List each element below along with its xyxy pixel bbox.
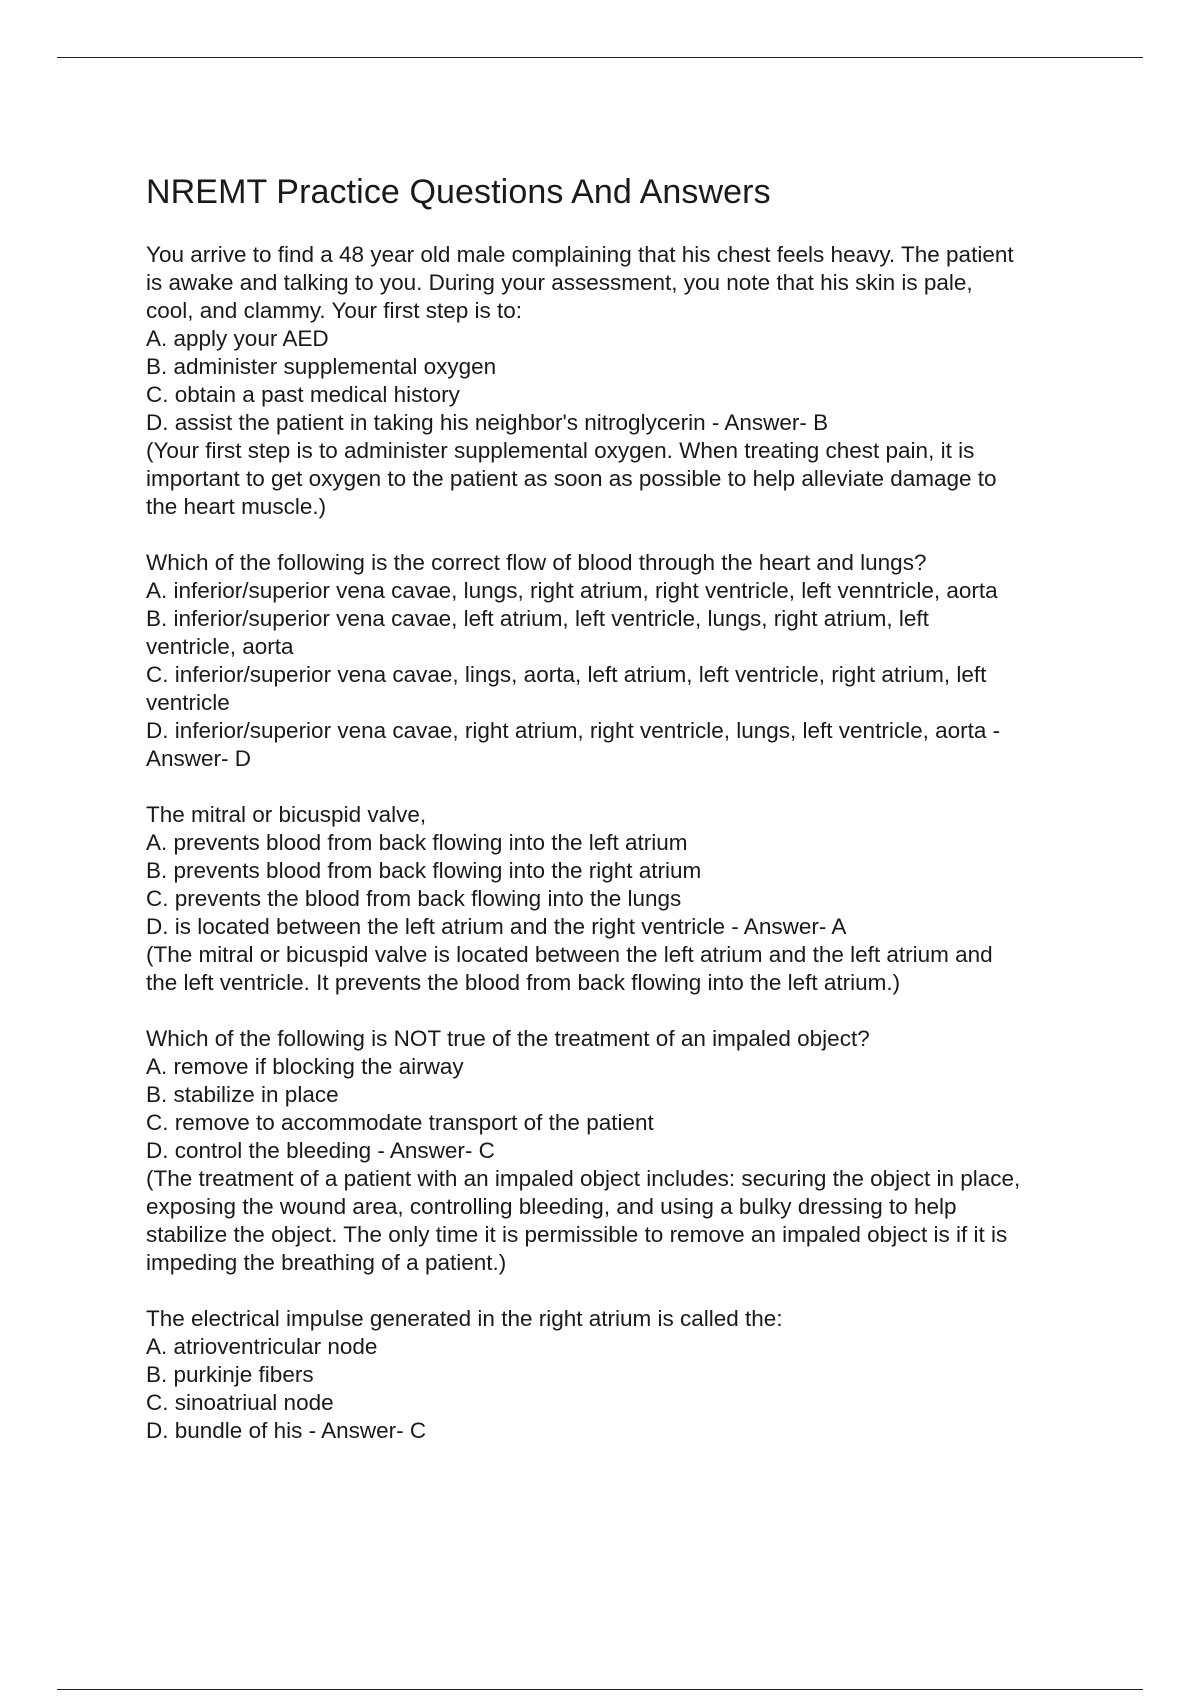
question-3-option-c: C. prevents the blood from back flowing into the lungs [146, 886, 682, 911]
question-1-option-b: B. administer supplemental oxygen [146, 354, 497, 379]
question-5-option-d-answer: D. bundle of his - Answer- C [146, 1418, 427, 1443]
question-1-line-3: cool, and clammy. Your first step is to: [146, 298, 522, 323]
question-1-option-d-answer: D. assist the patient in taking his neighbor's nitroglycerin - Answer- B [146, 410, 829, 435]
question-block-1 [146, 241, 1096, 521]
question-1-line-1: You arrive to find a 48 year old male complaining that his chest feels heavy. The patient [146, 242, 1014, 267]
question-4-explanation-line-1: (The treatment of a patient with an impaled object includes: securing the object in place, [146, 1166, 1021, 1191]
document-body [146, 170, 1096, 1473]
question-block-2 [146, 549, 1096, 773]
question-3-option-b: B. prevents blood from back flowing into the right atrium [146, 858, 702, 883]
question-block-5 [146, 1305, 1096, 1445]
question-3-explanation-line-2: the left ventricle. It prevents the blood from back flowing into the left atrium.) [146, 970, 901, 995]
question-2-option-a: A. inferior/superior vena cavae, lungs, right atrium, right ventricle, left venntricle, aorta [146, 578, 998, 603]
question-4-option-c: C. remove to accommodate transport of the patient [146, 1110, 654, 1135]
question-2-answer: Answer- D [146, 746, 252, 771]
question-block-3 [146, 801, 1096, 997]
question-4-option-d-answer: D. control the bleeding - Answer- C [146, 1138, 495, 1163]
question-block-4 [146, 1025, 1096, 1277]
question-4-explanation-line-2: exposing the wound area, controlling bleeding, and using a bulky dressing to help [146, 1194, 957, 1219]
question-2-line-1: Which of the following is the correct flow of blood through the heart and lungs? [146, 550, 927, 575]
question-2-option-b: B. inferior/superior vena cavae, left atrium, left ventricle, lungs, right atrium, left [146, 606, 929, 631]
question-1-explanation-line-2: important to get oxygen to the patient as soon as possible to help alleviate damage to [146, 466, 997, 491]
header-rule [57, 57, 1143, 58]
question-3-option-a: A. prevents blood from back flowing into the left atrium [146, 830, 688, 855]
question-1-explanation-line-3: the heart muscle.) [146, 494, 327, 519]
document-title: NREMT Practice Questions And Answers [146, 173, 771, 211]
question-3-line-1: The mitral or bicuspid valve, [146, 802, 427, 827]
question-1-option-c: C. obtain a past medical history [146, 382, 460, 407]
question-5-option-c: C. sinoatriual node [146, 1390, 334, 1415]
question-5-option-b: B. purkinje fibers [146, 1362, 314, 1387]
question-1-explanation-line-1: (Your first step is to administer supplemental oxygen. When treating chest pain, it is [146, 438, 975, 463]
question-2-option-b-cont: ventricle, aorta [146, 634, 294, 659]
question-4-explanation-line-4: impeding the breathing of a patient.) [146, 1250, 507, 1275]
question-4-line-1: Which of the following is NOT true of the treatment of an impaled object? [146, 1026, 870, 1051]
question-3-explanation-line-1: (The mitral or bicuspid valve is located between the left atrium and the left atrium and [146, 942, 993, 967]
question-5-option-a: A. atrioventricular node [146, 1334, 378, 1359]
question-4-option-a: A. remove if blocking the airway [146, 1054, 464, 1079]
question-4-option-b: B. stabilize in place [146, 1082, 339, 1107]
question-2-option-d: D. inferior/superior vena cavae, right atrium, right ventricle, lungs, left ventricle, aorta - [146, 718, 1001, 743]
question-4-explanation-line-3: stabilize the object. The only time it is permissible to remove an impaled object is if it is [146, 1222, 1008, 1247]
question-2-option-c: C. inferior/superior vena cavae, lings, aorta, left atrium, left ventricle, right atrium, left [146, 662, 987, 687]
footer-rule [57, 1689, 1143, 1690]
question-5-line-1: The electrical impulse generated in the right atrium is called the: [146, 1306, 783, 1331]
question-1-line-2: is awake and talking to you. During your assessment, you note that his skin is pale, [146, 270, 973, 295]
question-2-option-c-cont: ventricle [146, 690, 230, 715]
question-3-option-d-answer: D. is located between the left atrium and the right ventricle - Answer- A [146, 914, 847, 939]
question-1-option-a: A. apply your AED [146, 326, 329, 351]
